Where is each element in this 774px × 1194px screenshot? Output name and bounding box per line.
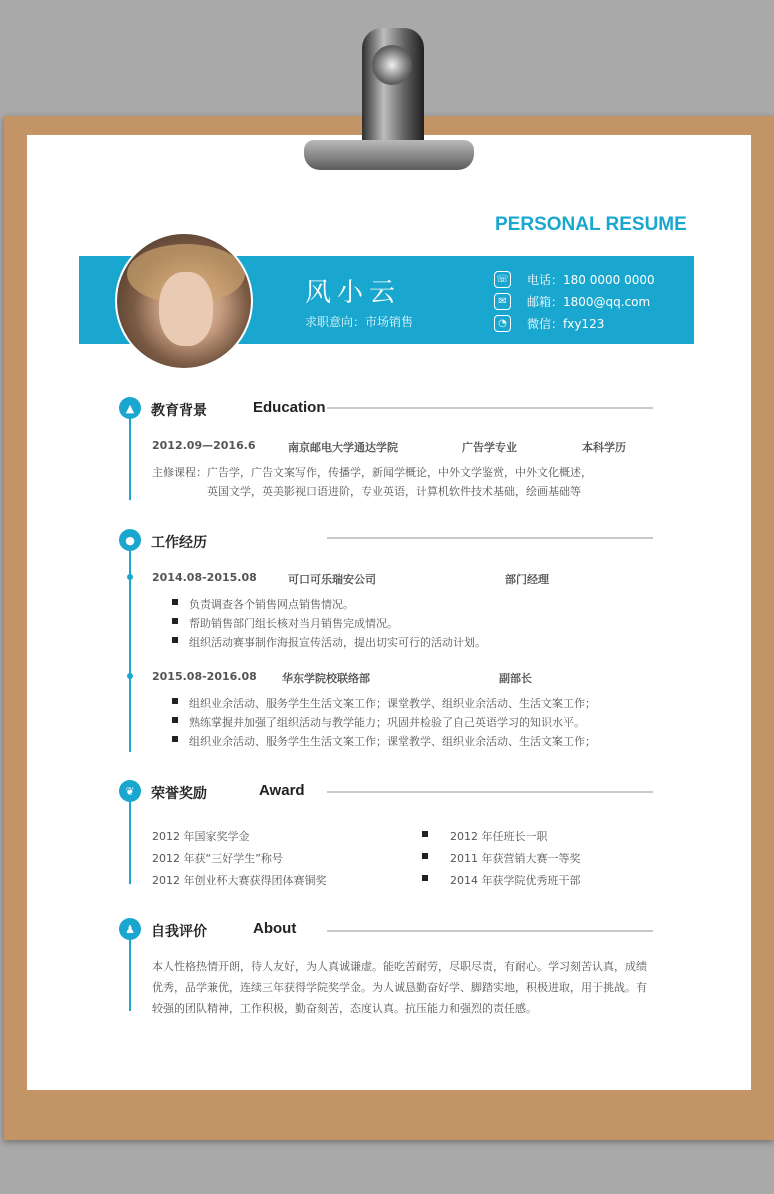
person-icon: ♟ xyxy=(119,918,141,940)
mail-icon: ✉ xyxy=(494,293,511,310)
job-duty: 帮助销售部门组长核对当月销售完成情况。 xyxy=(189,617,398,630)
award-item: 2012 年国家奖学金 xyxy=(152,830,250,843)
bullet-icon xyxy=(172,599,178,605)
graduation-cap-icon: ▲ xyxy=(119,397,141,419)
bullet-icon xyxy=(172,618,178,624)
section-divider xyxy=(327,791,653,793)
contact-wechat: ◔ 微信：fxy123 xyxy=(494,314,604,332)
education-title-en: Education xyxy=(253,399,326,416)
education-courses-line2: 英国文学，英美影视口语进阶，专业英语，计算机软件技术基础，绘画基础等 xyxy=(207,485,581,498)
education-courses-line1: 主修课程：广告学，广告文案写作，传播学，新闻学概论，中外文学鉴赏，中外文化概述， xyxy=(152,466,592,479)
about-line: 本人性格热情开朗，待人友好，为人真诚谦虚。能吃苦耐劳，尽职尽责，有耐心。学习刻苦认真，成绩 xyxy=(152,960,647,973)
profile-photo xyxy=(115,232,253,370)
bullet-icon xyxy=(172,736,178,742)
job-company: 华东学院校联络部 xyxy=(282,672,370,685)
award-leaf-icon: ❦ xyxy=(119,780,141,802)
about-line: 较强的团队精神，工作积极，勤奋刻苦，态度认真。抗压能力和强烈的责任感。 xyxy=(152,1002,537,1015)
briefcase-icon: ● xyxy=(119,529,141,551)
job-period: 2015.08-2016.08 xyxy=(152,670,257,683)
awards-timeline xyxy=(129,791,131,884)
bullet-icon xyxy=(422,831,428,837)
work-timeline xyxy=(129,540,131,752)
award-item: 2012 年任班长一职 xyxy=(450,830,548,843)
education-timeline xyxy=(129,408,131,500)
about-line: 优秀，品学兼优，连续三年获得学院奖学金。为人诚恳勤奋好学、脚踏实地，积极进取，用于挑战。有 xyxy=(152,981,647,994)
job-intention: 求职意向：市场销售 xyxy=(305,315,414,329)
education-period: 2012.09—2016.6 xyxy=(152,439,256,452)
education-degree: 本科学历 xyxy=(582,441,626,454)
job-duty: 组织业余活动、服务学生生活文案工作；课堂教学、组织业余活动、生活文案工作； xyxy=(189,735,596,748)
candidate-name: 风小云 xyxy=(305,278,402,308)
award-item: 2014 年获学院优秀班干部 xyxy=(450,874,581,887)
job-company: 可口可乐瑞安公司 xyxy=(288,573,376,586)
bullet-icon xyxy=(422,853,428,859)
photo-face xyxy=(159,272,213,346)
job-duty: 组织活动赛事制作海报宣传活动，提出切实可行的活动计划。 xyxy=(189,636,486,649)
about-title: 自我评价 xyxy=(151,924,207,940)
job-duty: 熟练掌握并加强了组织活动与教学能力；巩固并检验了自己英语学习的知识水平。 xyxy=(189,716,585,729)
job-period: 2014.08-2015.08 xyxy=(152,571,257,584)
binder-clip-base xyxy=(304,140,474,170)
award-item: 2011 年获营销大赛一等奖 xyxy=(450,852,581,865)
section-divider xyxy=(327,407,653,409)
work-title: 工作经历 xyxy=(151,535,207,551)
job-duty: 负责调查各个销售网点销售情况。 xyxy=(189,598,354,611)
bullet-icon xyxy=(422,875,428,881)
resume-title: PERSONAL RESUME xyxy=(495,214,687,235)
award-item: 2012 年获“三好学生”称号 xyxy=(152,852,283,865)
contact-phone: ☏ 电话：180 0000 0000 xyxy=(494,270,655,288)
awards-title-en: Award xyxy=(259,782,305,799)
binder-clip-ring xyxy=(372,45,412,85)
phone-icon: ☏ xyxy=(494,271,511,288)
wechat-icon: ◔ xyxy=(494,315,511,332)
timeline-dot xyxy=(127,673,133,679)
about-title-en: About xyxy=(253,920,297,937)
bullet-icon xyxy=(172,698,178,704)
job-role: 副部长 xyxy=(499,672,532,685)
bullet-icon xyxy=(172,717,178,723)
section-divider xyxy=(327,930,653,932)
award-item: 2012 年创业杯大赛获得团体赛铜奖 xyxy=(152,874,327,887)
bullet-icon xyxy=(172,637,178,643)
job-role: 部门经理 xyxy=(505,573,549,586)
job-duty: 组织业余活动、服务学生生活文案工作；课堂教学、组织业余活动、生活文案工作； xyxy=(189,697,596,710)
education-title: 教育背景 xyxy=(151,403,207,419)
awards-title: 荣誉奖励 xyxy=(151,786,207,802)
contact-email: ✉ 邮箱：1800@qq.com xyxy=(494,292,650,310)
about-timeline xyxy=(129,929,131,1011)
section-divider xyxy=(327,537,653,539)
education-school: 南京邮电大学通达学院 xyxy=(288,441,398,454)
timeline-dot xyxy=(127,574,133,580)
education-major: 广告学专业 xyxy=(462,441,517,454)
